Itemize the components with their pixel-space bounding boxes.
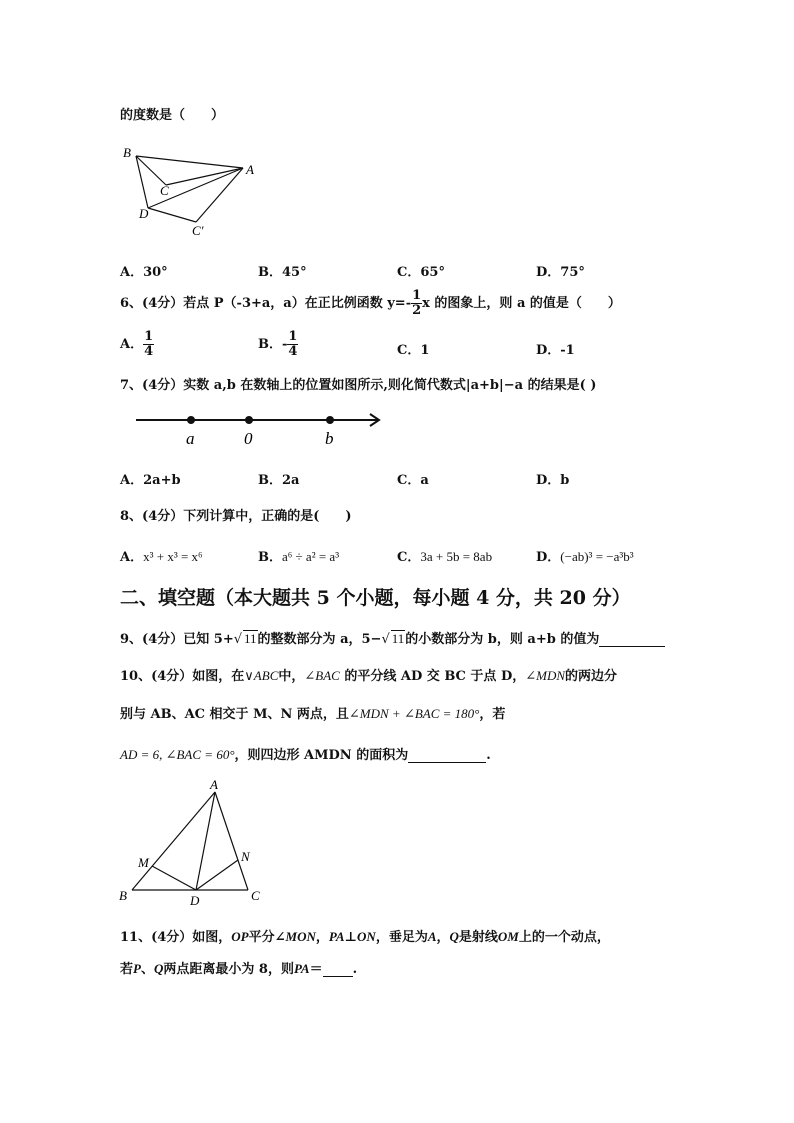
- q11-line-2: 若P、Q两点距离最小为 8，则PA＝ .: [120, 961, 358, 977]
- section-2-heading: 二、填空题（本大题共 5 个小题，每小题 4 分，共 20 分）: [120, 587, 631, 609]
- q5-option-d: D．75°: [536, 265, 585, 280]
- q5-label-B: B: [123, 145, 131, 160]
- q10-answer-blank[interactable]: [408, 762, 486, 763]
- q7-label-b: b: [325, 429, 334, 448]
- q5-label-Cprime: C′: [192, 223, 204, 238]
- q10-label-C: C: [251, 888, 260, 903]
- q9-stem: 9、(4分）已知 5+√ 11的整数部分为 a，5−√ 11的小数部分为 b，则 a+b 的值为: [120, 628, 665, 647]
- q11-answer-blank[interactable]: [323, 976, 353, 977]
- q5-label-C: C: [160, 183, 169, 198]
- q5-option-a: A．30°: [120, 265, 168, 280]
- q10-label-M: M: [138, 855, 149, 870]
- q10-line-2: 别与 AB、AC 相交于 M、N 两点，且∠MDN + ∠BAC = 180°，若: [120, 706, 506, 722]
- q8-option-d: D．(−ab)³ = −a³b³: [536, 549, 634, 565]
- q6-option-a: A． $\frac{1}{4}$: [120, 329, 154, 359]
- q6-option-c: C．1: [397, 343, 430, 358]
- q7-option-c: C．a: [397, 473, 429, 488]
- q10-label-D: D: [190, 893, 200, 906]
- q5-label-D: D: [139, 206, 149, 221]
- q7-label-a: a: [186, 429, 195, 448]
- q5-label-A: A: [246, 162, 254, 177]
- q8-option-c: C．3a + 5b = 8ab: [397, 549, 493, 565]
- q10-label-A: A: [210, 777, 218, 792]
- q7-stem: 7、(4分）实数 a,b 在数轴上的位置如图所示,则化简代数式|a+b|−a 的结果是( ): [120, 378, 597, 393]
- q8-option-b: B．a⁶ ÷ a² = a³: [258, 549, 340, 565]
- q7-label-zero: 0: [244, 429, 253, 448]
- q10-label-N: N: [241, 849, 250, 864]
- q5-option-b: B．45°: [258, 265, 307, 280]
- q7-number-line: [134, 406, 384, 450]
- q6-option-d: D．-1: [536, 343, 575, 358]
- q7-option-a: A．2a+b: [120, 473, 181, 488]
- q5-figure: [118, 140, 268, 240]
- q10-label-B: B: [119, 888, 127, 903]
- q8-option-a: A．x³ + x³ = x⁶: [120, 549, 203, 565]
- q5-option-c: C．65°: [397, 265, 445, 280]
- q8-stem: 8、(4分）下列计算中，正确的是( ): [120, 509, 352, 524]
- q6-option-b: B．- $\frac{1}{4}$: [258, 329, 298, 359]
- q10-line-3: AD = 6, ∠BAC = 60°，则四边形 AMDN 的面积为 .: [120, 747, 491, 763]
- q7-option-d: D．b: [536, 473, 570, 488]
- q7-option-b: B．2a: [258, 473, 300, 488]
- q5-stem-tail: 的度数是（ ）: [120, 108, 225, 123]
- q11-line-1: 11、(4分）如图，OP平分∠MON，PA⊥ON，垂足为A，Q是射线OM上的一个动点，: [120, 929, 610, 945]
- q6-stem: 6、(4分）若点 P（-3+a，a）在正比例函数 y=- $\frac{1}{2}$ x 的图象上，则 a 的值是（ ）: [120, 288, 621, 318]
- q10-line-1: 10、(4分）如图，在∨ABC中，∠BAC 的平分线 AD 交 BC 于点 D，∠MDN的两边分: [120, 668, 618, 684]
- q10-figure: [114, 776, 274, 906]
- q9-answer-blank[interactable]: [599, 646, 665, 647]
